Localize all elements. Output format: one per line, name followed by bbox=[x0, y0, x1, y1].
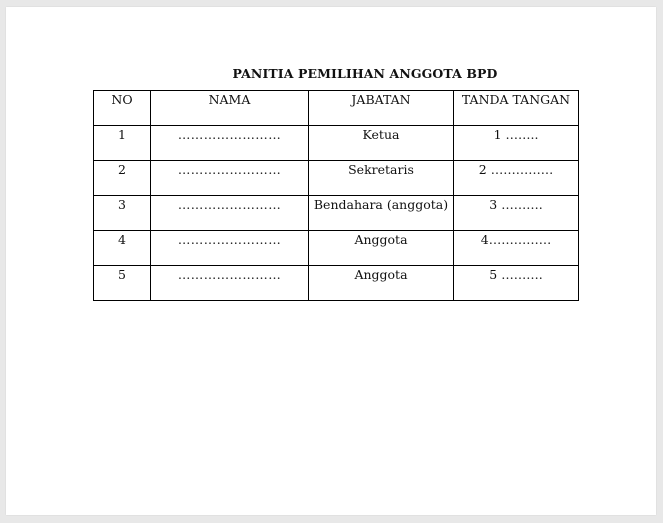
cell-jabatan: Anggota bbox=[309, 266, 454, 301]
cell-nama: …………………… bbox=[151, 196, 309, 231]
cell-no: 3 bbox=[94, 196, 151, 231]
cell-no: 2 bbox=[94, 161, 151, 196]
cell-jabatan: Sekretaris bbox=[309, 161, 454, 196]
header-tanda-tangan: TANDA TANGAN bbox=[454, 91, 579, 126]
cell-tanda-tangan: 2 …………… bbox=[454, 161, 579, 196]
table-header-row bbox=[94, 91, 579, 126]
cell-tanda-tangan: 4…………… bbox=[454, 231, 579, 266]
cell-tanda-tangan: 1 …….. bbox=[454, 126, 579, 161]
cell-tanda-tangan: 5 ………. bbox=[454, 266, 579, 301]
table-row bbox=[94, 161, 579, 196]
cell-nama: …………………… bbox=[151, 161, 309, 196]
document-page bbox=[6, 7, 656, 515]
header-jabatan: JABATAN bbox=[309, 91, 454, 126]
cell-no: 1 bbox=[94, 126, 151, 161]
cell-jabatan: Ketua bbox=[309, 126, 454, 161]
cell-nama: …………………… bbox=[151, 126, 309, 161]
table-row bbox=[94, 196, 579, 231]
cell-jabatan: Anggota bbox=[309, 231, 454, 266]
cell-nama: …………………… bbox=[151, 266, 309, 301]
table-row bbox=[94, 126, 579, 161]
header-nama: NAMA bbox=[151, 91, 309, 126]
cell-no: 5 bbox=[94, 266, 151, 301]
committee-table bbox=[93, 90, 579, 301]
header-no: NO bbox=[94, 91, 151, 126]
table-row bbox=[94, 231, 579, 266]
cell-no: 4 bbox=[94, 231, 151, 266]
table-row bbox=[94, 266, 579, 301]
cell-nama: …………………… bbox=[151, 231, 309, 266]
document-title: PANITIA PEMILIHAN ANGGOTA BPD bbox=[232, 66, 498, 81]
cell-jabatan: Bendahara (anggota) bbox=[309, 196, 454, 231]
cell-tanda-tangan: 3 ………. bbox=[454, 196, 579, 231]
